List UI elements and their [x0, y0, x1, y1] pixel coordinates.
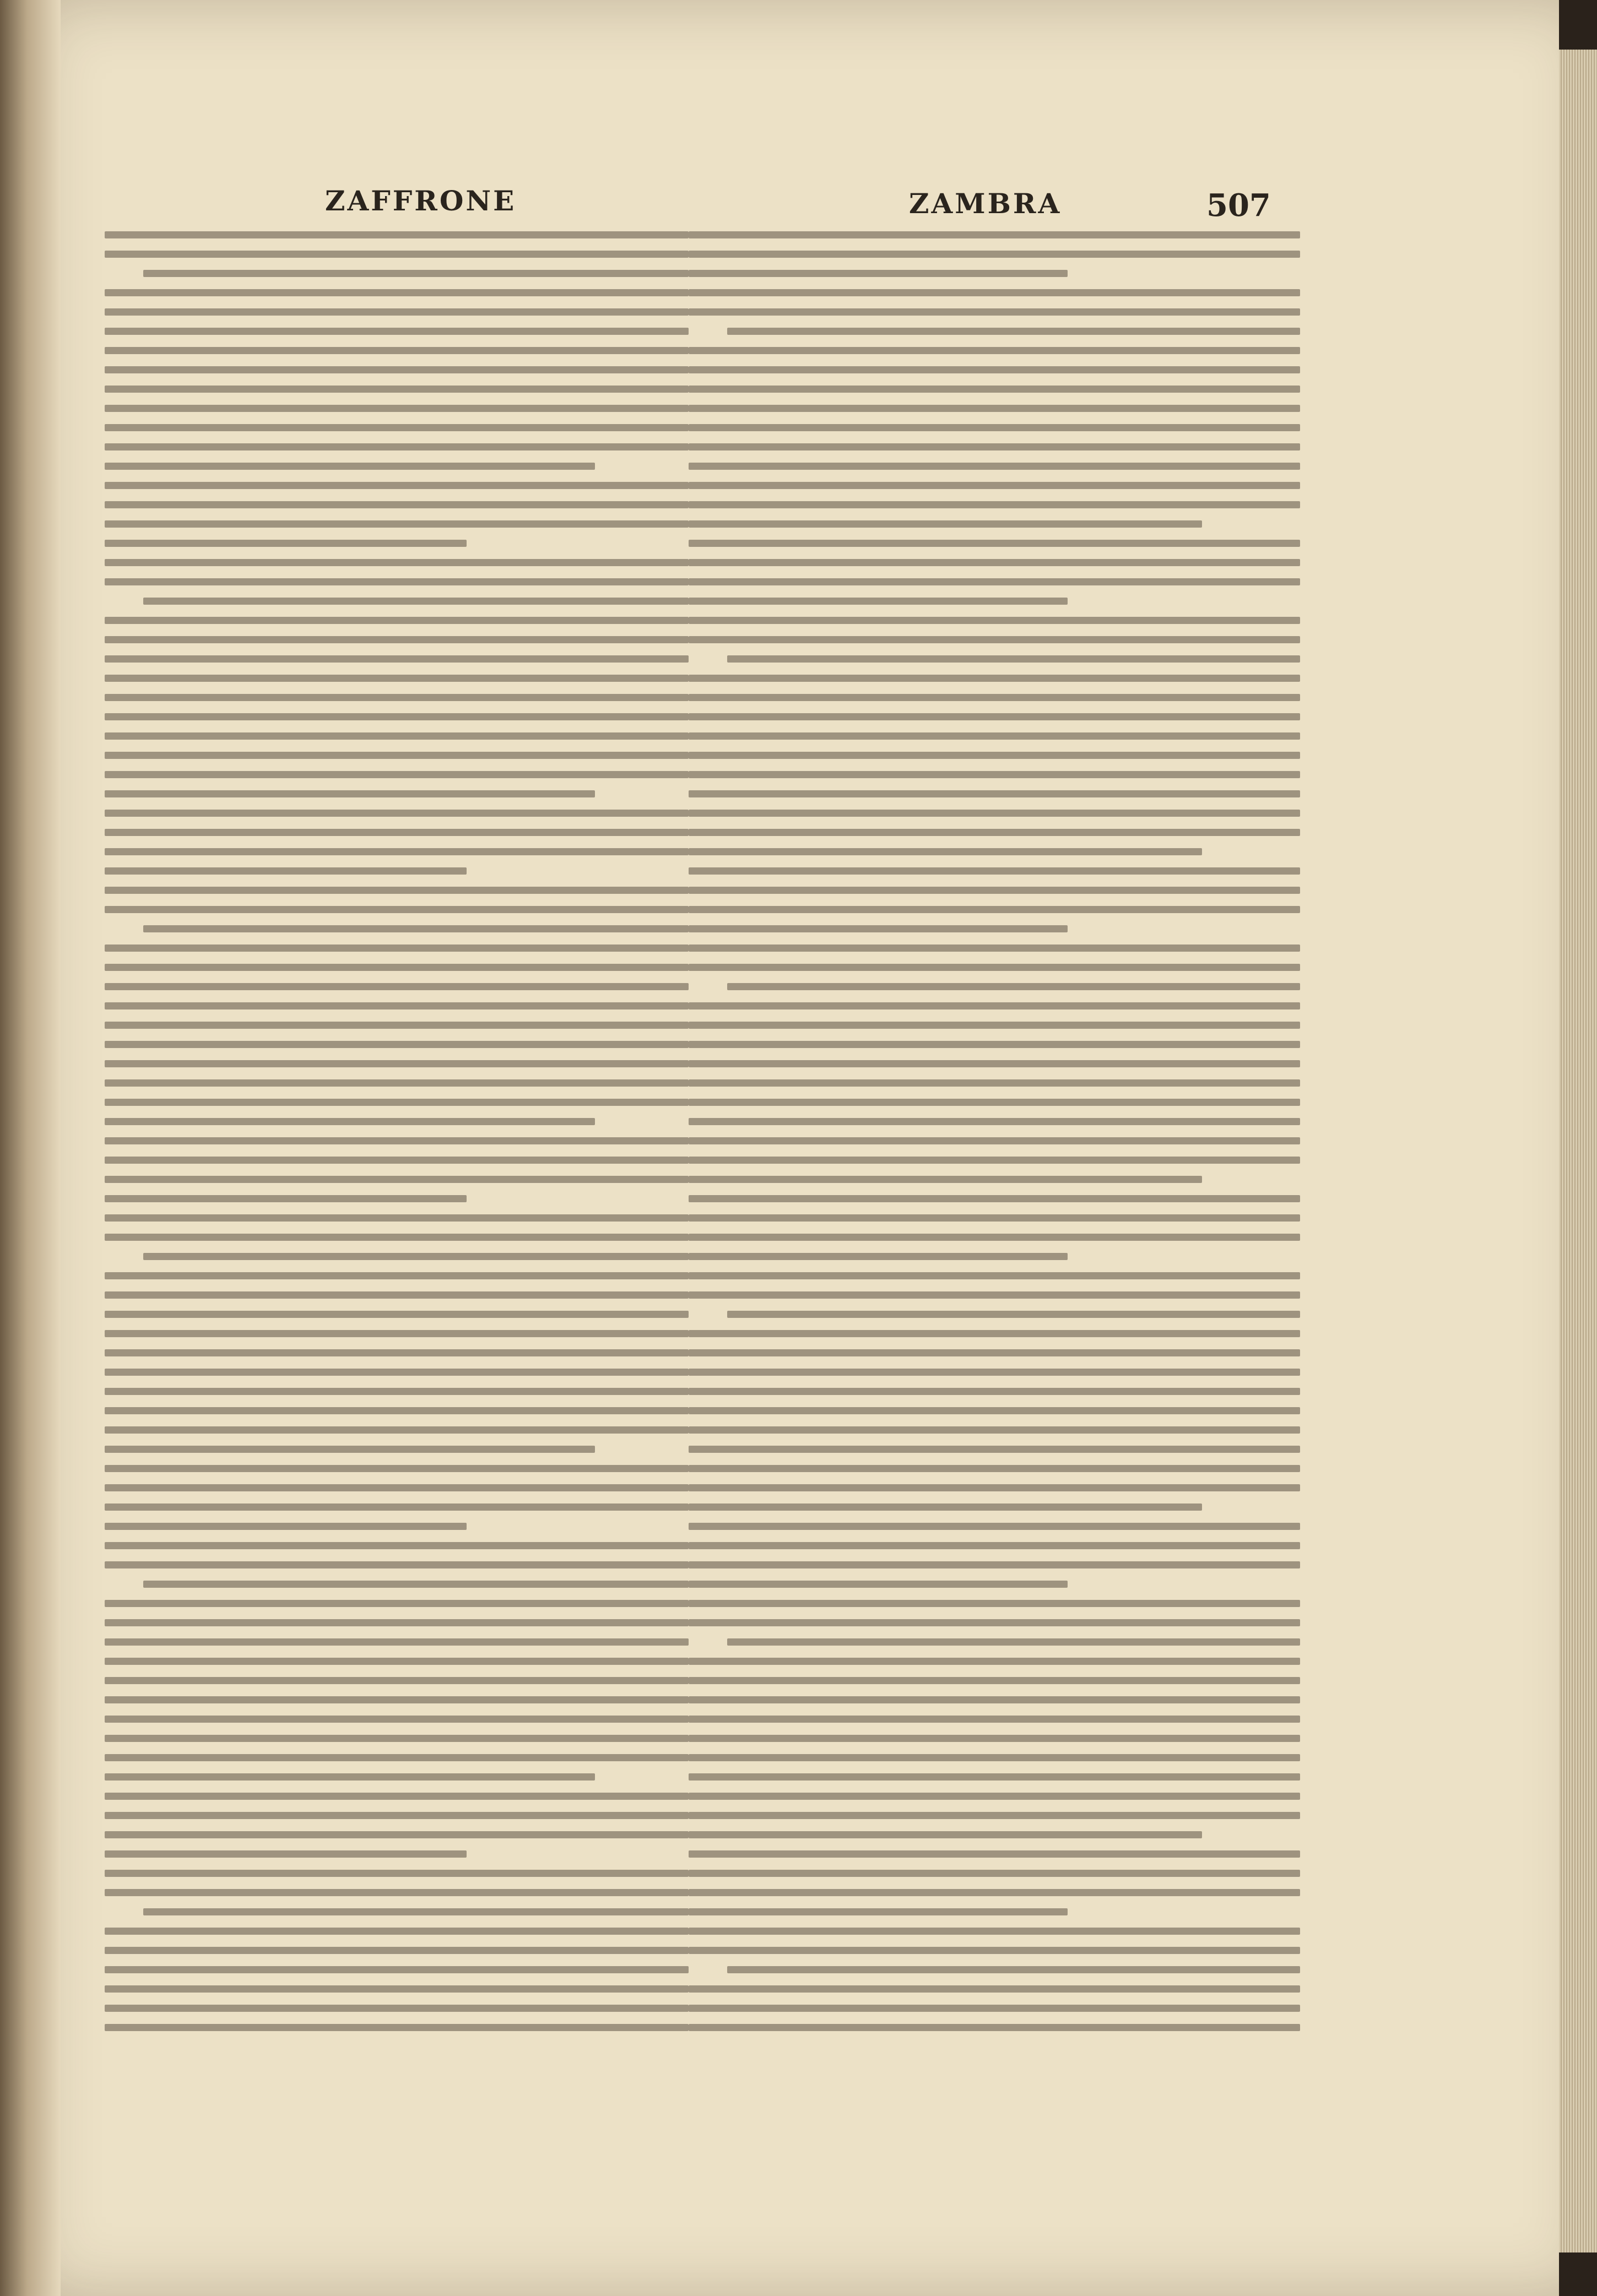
illegible-text-line	[143, 598, 689, 605]
illegible-text-line	[727, 1966, 1300, 1973]
illegible-text-line	[689, 1388, 1300, 1395]
illegible-text-line	[105, 1966, 689, 1973]
illegible-text-line	[105, 752, 689, 759]
illegible-text-line	[105, 443, 689, 450]
illegible-text-line	[105, 1041, 689, 1048]
illegible-text-line	[689, 1002, 1300, 1009]
illegible-text-line	[105, 790, 595, 797]
illegible-text-line	[689, 906, 1300, 913]
illegible-text-line	[689, 752, 1300, 759]
illegible-text-line	[689, 1947, 1300, 1954]
illegible-text-line	[105, 867, 467, 875]
illegible-text-line	[689, 1600, 1300, 1607]
illegible-text-line	[105, 289, 689, 296]
illegible-text-line	[105, 1234, 689, 1241]
illegible-text-line	[105, 713, 689, 720]
illegible-text-line	[105, 964, 689, 971]
illegible-text-line	[105, 559, 689, 566]
illegible-text-line	[689, 1793, 1300, 1800]
illegible-text-line	[105, 771, 689, 778]
illegible-text-line	[689, 1542, 1300, 1549]
illegible-text-line	[689, 386, 1300, 393]
illegible-text-line	[689, 790, 1300, 797]
illegible-text-line	[143, 1581, 689, 1588]
illegible-text-line	[689, 1195, 1300, 1202]
illegible-text-line	[689, 1157, 1300, 1164]
illegible-text-line	[105, 655, 689, 663]
illegible-text-line	[689, 1985, 1300, 1993]
illegible-text-line	[689, 482, 1300, 489]
illegible-text-line	[105, 231, 689, 238]
illegible-text-line	[105, 1542, 689, 1549]
illegible-text-line	[689, 501, 1300, 508]
illegible-text-line	[105, 732, 689, 740]
illegible-text-line	[105, 405, 689, 412]
illegible-text-line	[105, 1157, 689, 1164]
illegible-text-line	[689, 848, 1202, 855]
illegible-text-line	[689, 810, 1300, 817]
illegible-text-line	[689, 1677, 1300, 1684]
illegible-text-line	[105, 386, 689, 393]
illegible-text-line	[689, 1214, 1300, 1222]
illegible-text-line	[689, 1407, 1300, 1414]
illegible-text-line	[689, 636, 1300, 643]
illegible-text-line	[689, 463, 1300, 470]
running-head-right: ZAMBRA	[909, 187, 1062, 220]
illegible-text-line	[105, 347, 689, 354]
illegible-text-line	[105, 2024, 689, 2031]
illegible-text-line	[689, 829, 1300, 836]
illegible-text-line	[689, 1870, 1300, 1877]
illegible-text-line	[105, 328, 689, 335]
illegible-text-line	[105, 1330, 689, 1337]
illegible-text-line	[105, 1812, 689, 1819]
illegible-text-line	[689, 520, 1202, 528]
illegible-text-line	[105, 520, 689, 528]
page-number: 507	[1206, 187, 1271, 224]
illegible-text-line	[105, 675, 689, 682]
illegible-text-line	[105, 578, 689, 585]
illegible-text-line	[105, 1947, 689, 1954]
illegible-text-line	[143, 1908, 689, 1915]
illegible-text-line	[689, 1330, 1300, 1337]
illegible-text-line	[689, 424, 1300, 431]
illegible-text-line	[105, 1099, 689, 1106]
illegible-text-line	[689, 270, 1068, 277]
illegible-text-line	[105, 887, 689, 894]
illegible-text-line	[689, 231, 1300, 238]
illegible-text-line	[105, 945, 689, 952]
illegible-text-line	[105, 1985, 689, 1993]
illegible-text-line	[689, 443, 1300, 450]
illegible-text-line	[689, 1118, 1300, 1125]
illegible-text-line	[143, 1253, 689, 1260]
illegible-text-line	[689, 1426, 1300, 1434]
illegible-text-line	[689, 1060, 1300, 1067]
illegible-text-line	[689, 1754, 1300, 1761]
illegible-text-line	[689, 559, 1300, 566]
illegible-text-line	[689, 2024, 1300, 2031]
illegible-text-line	[105, 1716, 689, 1723]
illegible-text-line	[105, 1388, 689, 1395]
illegible-text-line	[689, 694, 1300, 701]
illegible-text-line	[105, 1079, 689, 1087]
illegible-text-line	[105, 636, 689, 643]
illegible-text-line	[105, 1291, 689, 1299]
illegible-text-line	[105, 1195, 467, 1202]
illegible-text-line	[689, 1581, 1068, 1588]
illegible-text-line	[689, 1291, 1300, 1299]
illegible-text-line	[105, 501, 689, 508]
illegible-text-line	[105, 848, 689, 855]
illegible-text-line	[105, 1118, 595, 1125]
illegible-text-line	[689, 1079, 1300, 1087]
illegible-text-line	[105, 482, 689, 489]
illegible-text-line	[105, 1369, 689, 1376]
illegible-text-line	[105, 1696, 689, 1703]
text-column-left	[105, 231, 689, 2049]
illegible-text-line	[689, 2005, 1300, 2012]
illegible-text-line	[689, 867, 1300, 875]
illegible-text-line	[105, 1658, 689, 1665]
illegible-text-line	[689, 366, 1300, 373]
illegible-text-line	[689, 1099, 1300, 1106]
illegible-text-line	[105, 1002, 689, 1009]
illegible-text-line	[105, 540, 467, 547]
illegible-text-line	[689, 598, 1068, 605]
illegible-text-line	[105, 251, 689, 258]
illegible-text-line	[105, 1619, 689, 1626]
illegible-text-line	[105, 1311, 689, 1318]
illegible-text-line	[105, 1465, 689, 1472]
illegible-text-line	[105, 1446, 595, 1453]
illegible-text-line	[105, 1561, 689, 1568]
illegible-text-line	[105, 1272, 689, 1279]
illegible-text-line	[689, 1137, 1300, 1144]
illegible-text-line	[689, 1465, 1300, 1472]
illegible-text-line	[105, 1484, 689, 1491]
illegible-text-line	[105, 1426, 689, 1434]
illegible-text-line	[689, 1735, 1300, 1742]
illegible-text-line	[105, 1735, 689, 1742]
illegible-text-line	[689, 1253, 1068, 1260]
illegible-text-line	[105, 1349, 689, 1356]
illegible-text-line	[689, 887, 1300, 894]
illegible-text-line	[727, 328, 1300, 335]
illegible-text-line	[689, 251, 1300, 258]
illegible-text-line	[727, 1638, 1300, 1646]
illegible-text-line	[105, 1176, 689, 1183]
illegible-text-line	[105, 1600, 689, 1607]
illegible-text-line	[689, 1022, 1300, 1029]
illegible-text-line	[689, 1908, 1068, 1915]
illegible-text-line	[689, 1234, 1300, 1241]
illegible-text-line	[689, 540, 1300, 547]
illegible-text-line	[105, 1677, 689, 1684]
illegible-text-line	[689, 1446, 1300, 1453]
illegible-text-line	[689, 1889, 1300, 1896]
illegible-text-line	[105, 694, 689, 701]
illegible-text-line	[689, 1484, 1300, 1491]
illegible-text-line	[105, 1407, 689, 1414]
illegible-text-line	[689, 713, 1300, 720]
illegible-text-line	[689, 732, 1300, 740]
illegible-text-line	[689, 945, 1300, 952]
illegible-text-line	[689, 964, 1300, 971]
illegible-text-line	[105, 1773, 595, 1781]
illegible-text-line	[689, 347, 1300, 354]
illegible-text-line	[105, 463, 595, 470]
page-fore-edge	[1559, 50, 1597, 2252]
illegible-text-line	[143, 925, 689, 932]
illegible-text-line	[689, 1696, 1300, 1703]
illegible-text-line	[689, 405, 1300, 412]
illegible-text-line	[105, 1870, 689, 1877]
illegible-text-line	[689, 1658, 1300, 1665]
illegible-text-line	[105, 308, 689, 316]
illegible-text-line	[105, 1503, 689, 1511]
illegible-text-line	[689, 1041, 1300, 1048]
illegible-text-line	[105, 1754, 689, 1761]
illegible-text-line	[689, 1349, 1300, 1356]
illegible-text-line	[689, 1523, 1300, 1530]
illegible-text-line	[105, 983, 689, 990]
illegible-text-line	[105, 1850, 467, 1858]
illegible-text-line	[105, 1060, 689, 1067]
illegible-text-line	[105, 1793, 689, 1800]
illegible-text-line	[689, 617, 1300, 624]
illegible-text-line	[105, 1889, 689, 1896]
running-head-left: ZAFFRONE	[325, 184, 517, 217]
illegible-text-line	[689, 1831, 1202, 1838]
illegible-text-line	[105, 1523, 467, 1530]
illegible-text-line	[105, 2005, 689, 2012]
illegible-text-line	[105, 1831, 689, 1838]
illegible-text-line	[689, 1619, 1300, 1626]
illegible-text-line	[105, 617, 689, 624]
illegible-text-line	[689, 578, 1300, 585]
illegible-text-line	[105, 1214, 689, 1222]
illegible-text-line	[143, 270, 689, 277]
illegible-text-line	[689, 675, 1300, 682]
illegible-text-line	[105, 1022, 689, 1029]
illegible-text-line	[689, 308, 1300, 316]
illegible-text-line	[105, 424, 689, 431]
illegible-text-line	[105, 1638, 689, 1646]
illegible-text-line	[689, 771, 1300, 778]
illegible-text-line	[727, 983, 1300, 990]
illegible-text-line	[105, 906, 689, 913]
illegible-text-line	[105, 829, 689, 836]
illegible-text-line	[727, 1311, 1300, 1318]
illegible-text-line	[105, 810, 689, 817]
illegible-text-line	[689, 1176, 1202, 1183]
illegible-text-line	[689, 1503, 1202, 1511]
illegible-text-line	[689, 925, 1068, 932]
illegible-text-line	[689, 289, 1300, 296]
illegible-text-line	[727, 655, 1300, 663]
illegible-text-line	[689, 1716, 1300, 1723]
book-gutter	[0, 0, 61, 2296]
illegible-text-line	[689, 1561, 1300, 1568]
illegible-text-line	[105, 1928, 689, 1935]
illegible-text-line	[689, 1369, 1300, 1376]
text-column-right	[689, 231, 1300, 2049]
illegible-text-line	[689, 1928, 1300, 1935]
illegible-text-line	[105, 1137, 689, 1144]
illegible-text-line	[689, 1773, 1300, 1781]
illegible-text-line	[689, 1812, 1300, 1819]
illegible-text-line	[689, 1272, 1300, 1279]
illegible-text-line	[689, 1850, 1300, 1858]
illegible-text-line	[105, 366, 689, 373]
